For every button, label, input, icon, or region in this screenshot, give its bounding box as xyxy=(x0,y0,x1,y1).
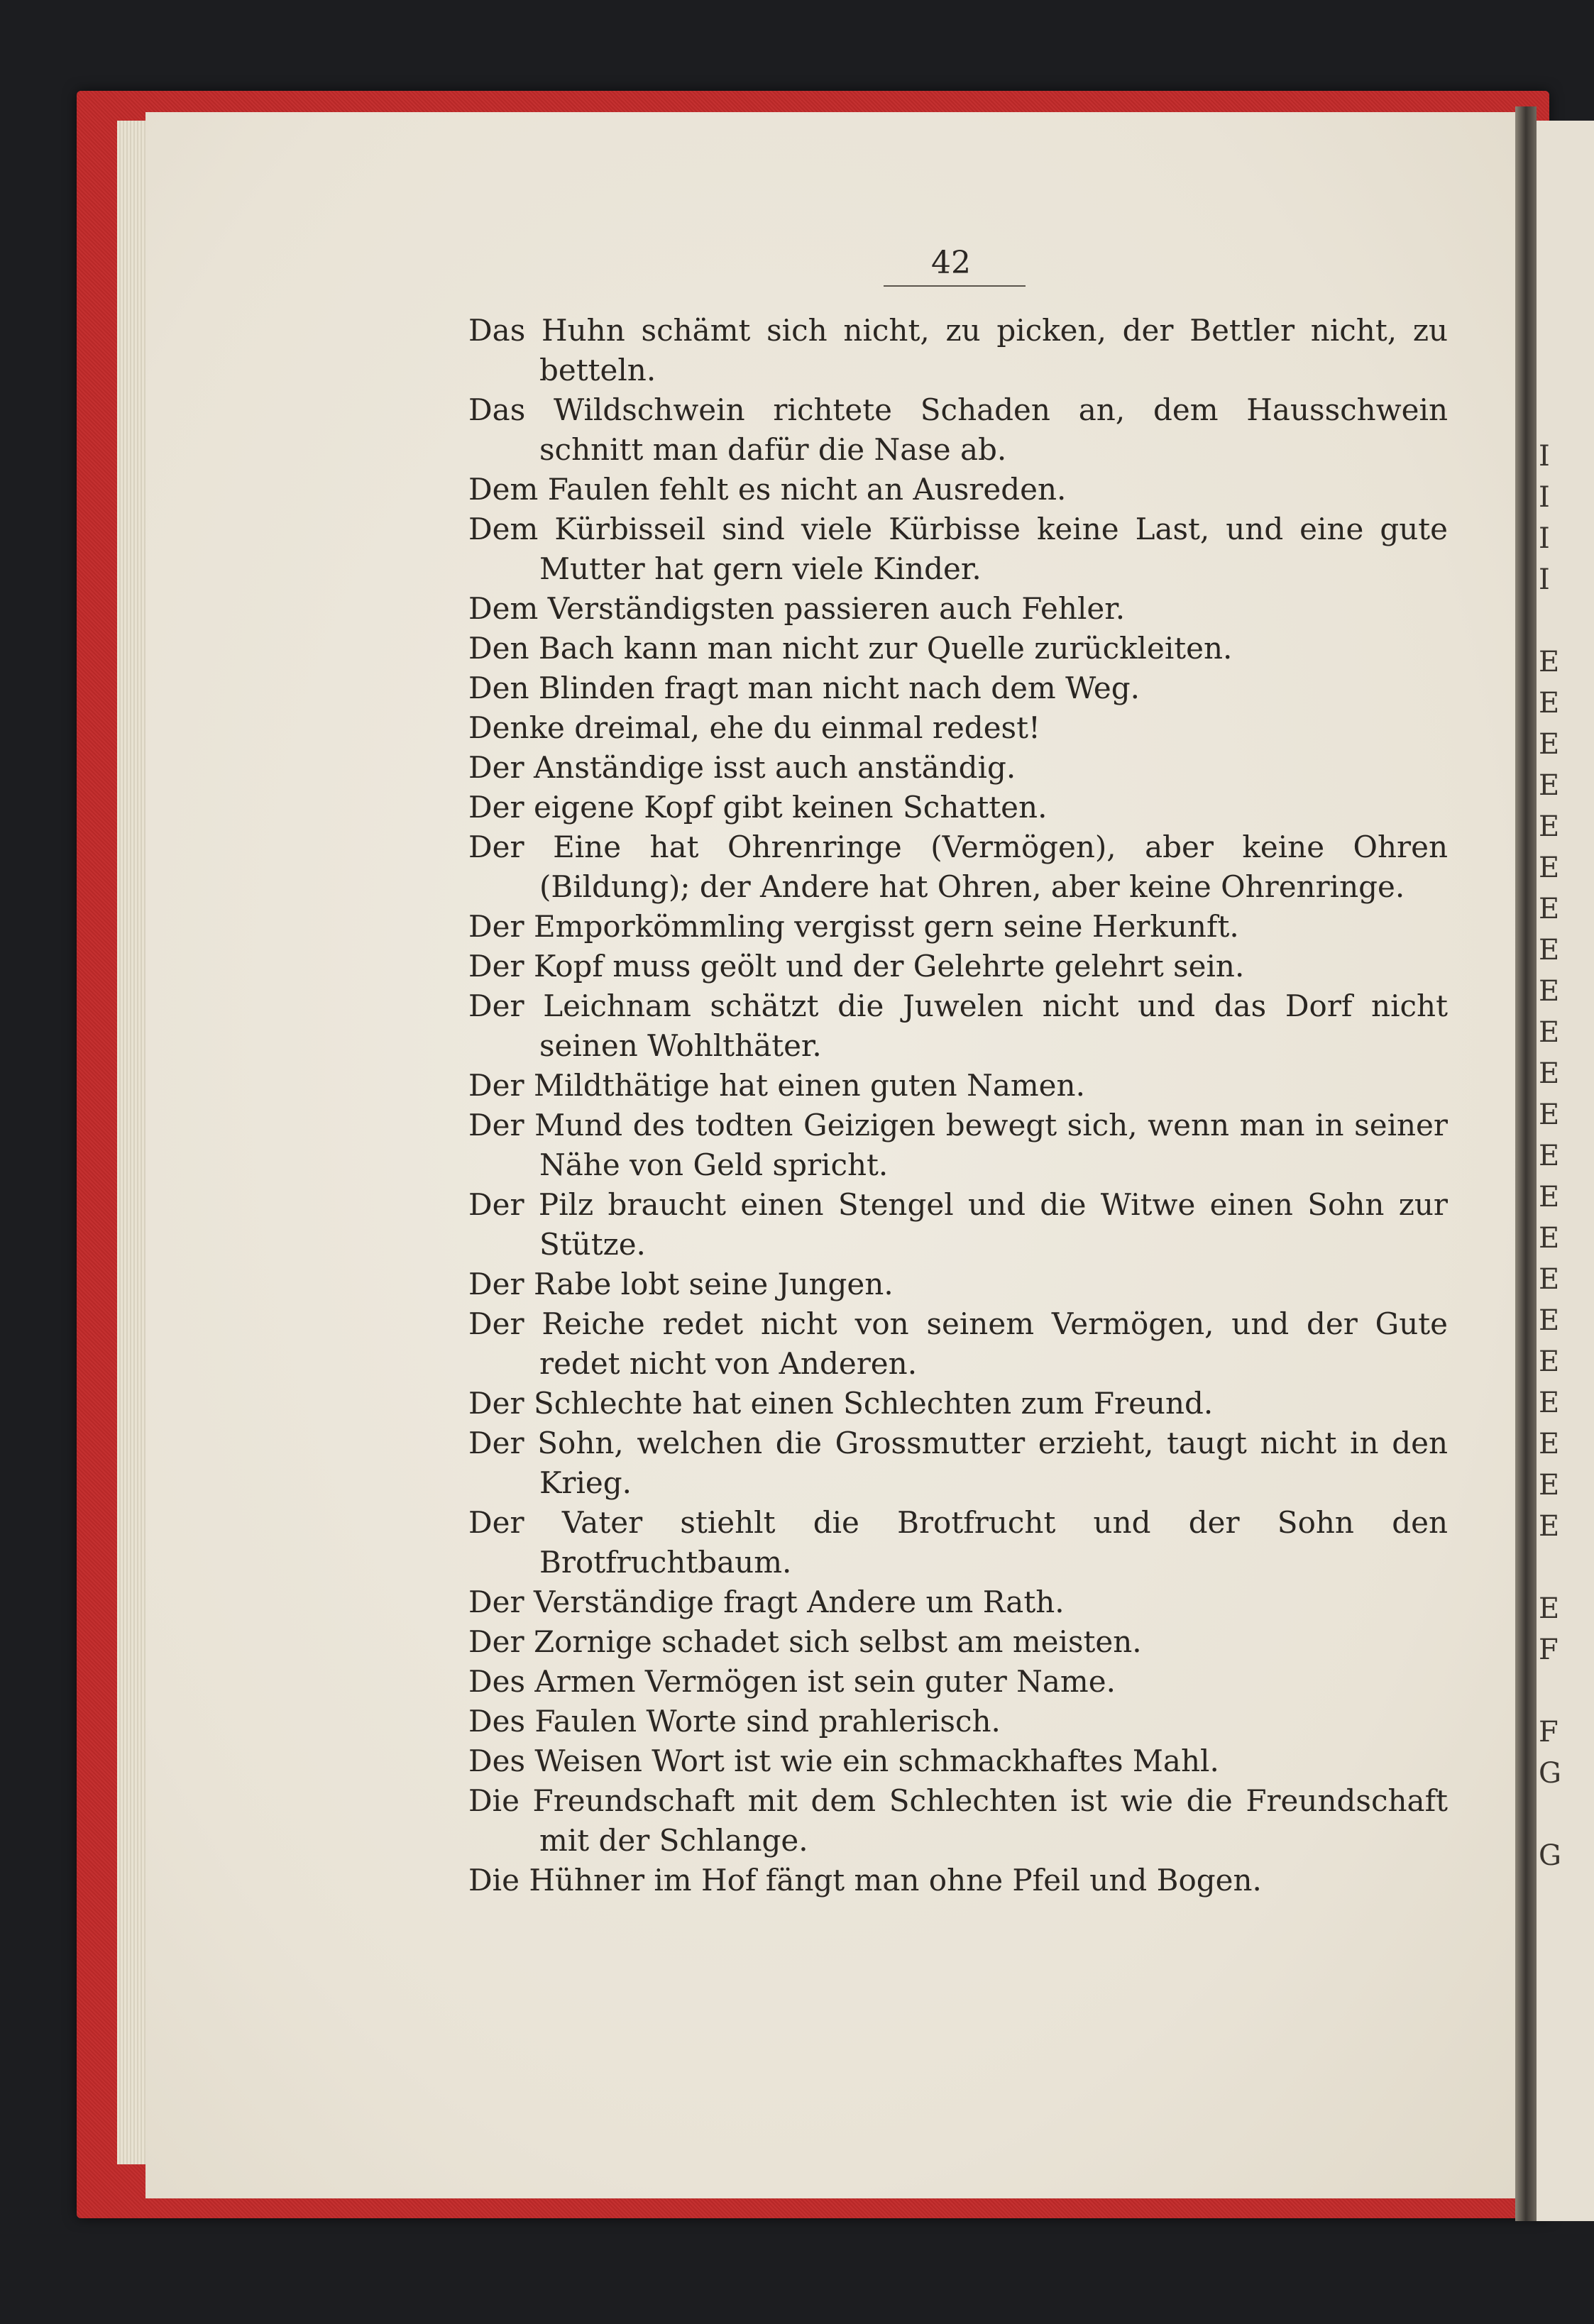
proverb-entry: Der Sohn, welchen die Grossmutter erzieht, taugt nicht in den Krieg. xyxy=(468,1426,1448,1500)
proverb-entry: Der Anständige isst auch anständig. xyxy=(468,750,1016,785)
next-page-letter: E xyxy=(1539,1140,1560,1172)
proverb-entry: Der Eine hat Ohrenringe (Vermögen), aber keine Ohren (Bildung); der Andere hat Ohren, aber keine Ohrenringe. xyxy=(468,830,1448,904)
next-page-letter xyxy=(1539,1675,1588,1716)
proverb-entry: Des Weisen Wort ist wie ein schmackhaftes Mahl. xyxy=(468,1744,1219,1778)
proverb-entry: Das Wildschwein richtete Schaden an, dem Hausschwein schnitt man dafür die Nase ab. xyxy=(468,392,1448,467)
next-page-letter: E xyxy=(1539,1057,1560,1090)
next-page-letter: E xyxy=(1539,1592,1560,1625)
next-page-letter: F xyxy=(1539,1716,1559,1748)
proverb-entry: Der Reiche redet nicht von seinem Vermögen, und der Gute redet nicht von Anderen. xyxy=(468,1306,1448,1381)
proverb-entry: Der Leichnam schätzt die Juwelen nicht und das Dorf nicht seinen Wohlthäter. xyxy=(468,988,1448,1063)
proverb-entry: Der Schlechte hat einen Schlechten zum Freund. xyxy=(468,1386,1214,1421)
proverb-entry: Der Vater stiehlt die Brotfrucht und der Sohn den Brotfruchtbaum. xyxy=(468,1505,1448,1580)
proverb-entry: Das Huhn schämt sich nicht, zu picken, der Bettler nicht, zu betteln. xyxy=(468,313,1448,387)
proverb-entry: Der Emporkömmling vergisst gern seine Herkunft. xyxy=(468,909,1239,944)
proverb-entry: Den Bach kann man nicht zur Quelle zurückleiten. xyxy=(468,631,1233,666)
next-page-letter xyxy=(1539,1798,1588,1839)
next-page-letter: E xyxy=(1539,810,1560,843)
proverb-entry: Des Faulen Worte sind prahlerisch. xyxy=(468,1704,1001,1739)
next-page-letter: E xyxy=(1539,852,1560,884)
next-page-letter: E xyxy=(1539,1304,1560,1337)
proverb-list xyxy=(468,311,1448,1900)
proverb-entry: Der Zornige schadet sich selbst am meisten. xyxy=(468,1624,1142,1659)
next-page-letters xyxy=(1539,440,1588,1880)
next-page-letter: E xyxy=(1539,1263,1560,1296)
proverb-entry: Der Mildthätige hat einen guten Namen. xyxy=(468,1068,1085,1103)
next-page-letter: F xyxy=(1539,1634,1559,1666)
next-page-letter: I xyxy=(1539,440,1550,473)
proverb-entry: Der Pilz braucht einen Stengel und die Witwe einen Sohn zur Stütze. xyxy=(468,1187,1448,1262)
next-page-letter: E xyxy=(1539,893,1560,925)
next-page-letter xyxy=(1539,605,1588,646)
next-page-letter: I xyxy=(1539,481,1550,514)
proverb-entry: Der eigene Kopf gibt keinen Schatten. xyxy=(468,790,1048,825)
next-page-letter: E xyxy=(1539,646,1560,678)
next-page-letter: E xyxy=(1539,1222,1560,1255)
proverb-entry: Dem Verständigsten passieren auch Fehler. xyxy=(468,591,1126,626)
proverb-entry: Der Kopf muss geölt und der Gelehrte gelehrt sein. xyxy=(468,949,1245,984)
next-page-letter: E xyxy=(1539,1098,1560,1131)
next-page-letter: E xyxy=(1539,1016,1560,1049)
proverb-entry: Die Hühner im Hof fängt man ohne Pfeil und Bogen. xyxy=(468,1863,1262,1898)
proverb-entry: Die Freundschaft mit dem Schlechten ist wie die Freundschaft mit der Schlange. xyxy=(468,1783,1448,1858)
next-page-letter: G xyxy=(1539,1839,1561,1872)
proverb-entry: Dem Faulen fehlt es nicht an Ausreden. xyxy=(468,472,1067,507)
next-page-letter: I xyxy=(1539,563,1550,596)
next-page-letter: E xyxy=(1539,1469,1560,1502)
next-page-letter: E xyxy=(1539,975,1560,1008)
next-page-letter: E xyxy=(1539,1428,1560,1460)
next-page-letter: E xyxy=(1539,769,1560,802)
next-page-letter: E xyxy=(1539,687,1560,720)
next-page-letter: E xyxy=(1539,1181,1560,1213)
proverb-entry: Dem Kürbisseil sind viele Kürbisse keine Last, und eine gute Mutter hat gern viele Kinder. xyxy=(468,512,1448,586)
next-page-letter: G xyxy=(1539,1757,1561,1790)
next-page-letter: I xyxy=(1539,522,1550,555)
proverb-entry: Der Verständige fragt Andere um Rath. xyxy=(468,1585,1065,1619)
proverb-entry: Den Blinden fragt man nicht nach dem Weg. xyxy=(468,671,1140,705)
proverb-entry: Denke dreimal, ehe du einmal redest! xyxy=(468,710,1040,745)
next-page-letter xyxy=(1539,1551,1588,1592)
proverb-entry: Der Rabe lobt seine Jungen. xyxy=(468,1267,894,1301)
next-page-letter: E xyxy=(1539,1510,1560,1543)
book-gutter xyxy=(1515,106,1537,2221)
next-page-letter: E xyxy=(1539,728,1560,761)
next-page-letter: E xyxy=(1539,934,1560,967)
next-page-letter: E xyxy=(1539,1345,1560,1378)
page-number: 42 xyxy=(931,245,971,281)
next-page-letter: E xyxy=(1539,1387,1560,1419)
page-number-rule xyxy=(884,285,1026,287)
proverb-entry: Des Armen Vermögen ist sein guter Name. xyxy=(468,1664,1116,1699)
proverb-entry: Der Mund des todten Geizigen bewegt sich, wenn man in seiner Nähe von Geld spricht. xyxy=(468,1108,1448,1182)
